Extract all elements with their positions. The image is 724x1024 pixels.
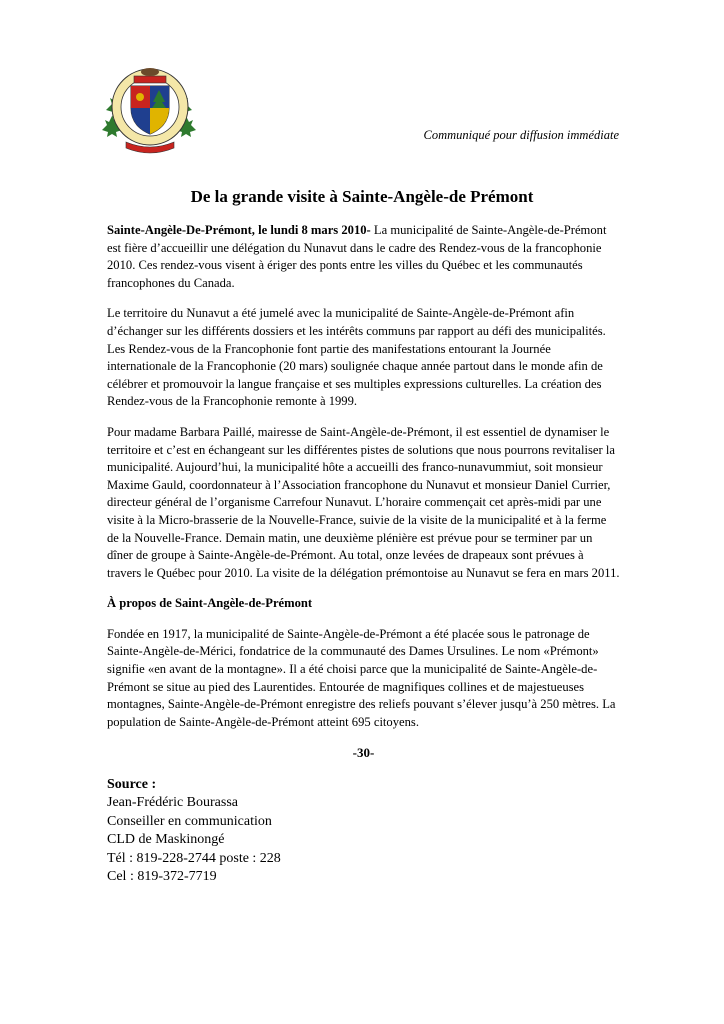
source-label: Source : <box>107 777 157 793</box>
release-notice: Communiqué pour diffusion immédiate <box>423 128 619 142</box>
paragraph-mayor: Pour madame Barbara Paillé, mairesse de Saint-Angèle-de-Prémont, il est essentiel de dynamiser le territoire et c’est en échangeant sur les différentes pistes de solutions que nous pourrons revitaliser la municipalité. Aujourd’hui, la municipalité hôte a accueilli des franco-nunavummiut, soit monsieur Maxime Gauld, coordonnateur à l’Association francophone du Nunavut et monsieur Daniel Currier, directeur général de l’organisme Carrefour Nunavut. L’horaire commençait cet après-midi par une visite à la Micro-brasserie de la Nouvelle-France, suivie de la visite de la municipalité et à la ferme de la Nouvelle-France. Demain matin, une deuxième plénière est prévue pour se terminer par un dîner de groupe à Sainte-Angèle-de-Prémont. Au total, onze levées de drapeaux sont prévues à travers le Québec pour 2010. La visite de la délégation prémontoise au Nunavut se fera en mars 2011. <box>107 424 620 580</box>
contact-telephone: Tél : 819-228-2744 poste : 228 <box>107 850 281 866</box>
section-subheading: À propos de Saint-Angèle-de-Prémont <box>107 596 313 611</box>
paragraph-intro <box>107 222 620 292</box>
contact-role: Conseiller en communication <box>107 813 272 829</box>
contact-block <box>107 776 620 886</box>
paragraph-about: Fondée en 1917, la municipalité de Sainte-Angèle-de-Prémont a été placée sous le patronage de Sainte-Angèle-de-Mérici, fondatrice de la communauté des Dames Ursulines. Le nom «Prémont» signifie «en avant de la montagne». Il a été choisi parce que la municipalité de Sainte-Angèle-de-Prémont se situe au pied des Laurentides. Entourée de magnifiques collines et de majestueuses montagnes, Sainte-Angèle-de-Prémont enregistre des reliefs pouvant s’élever jusqu’à 250 mètres. La population de Sainte-Angèle-de-Prémont atteint 695 citoyens. <box>107 626 616 729</box>
contact-cellphone: Cel : 819-372-7719 <box>107 869 217 885</box>
end-mark: -30- <box>352 745 375 761</box>
crest-emblem-icon <box>98 60 202 156</box>
intro-text: La municipalité de Sainte-Angèle-de-Prémont est fière d’accueillir une délégation du Nunavut dans le cadre des Rendez-vous de la francophonie 2010. Ces rendez-vous visent à ériger des ponts entre les villes du Québec et les communautés francophones du Canada. <box>107 223 607 290</box>
dateline: Sainte-Angèle-De-Prémont, le lundi 8 mars 2010- <box>107 223 371 237</box>
paragraph-nunavut: Le territoire du Nunavut a été jumelé avec la municipalité de Sainte-Angèle-de-Prémont afin d’échanger sur les différents dossiers et les intérêts communs par rapport au défi des municipalités. Les Rendez-vous de la Francophonie font partie des manifestations entourant la Journée internationale de la Francophonie (20 mars) soulignée chaque année partout dans le monde afin de célébrer et promouvoir la langue française et ses multiples expressions culturelles. La création des Rendez-vous de la Francophonie remonte à 1999. <box>107 306 606 409</box>
municipal-crest-logo <box>98 60 202 156</box>
press-release-body <box>107 222 620 886</box>
press-release-title: De la grande visite à Sainte-Angèle-de Prémont <box>190 187 534 206</box>
contact-name: Jean-Frédéric Bourassa <box>107 795 239 811</box>
contact-organization: CLD de Maskinongé <box>107 832 225 848</box>
